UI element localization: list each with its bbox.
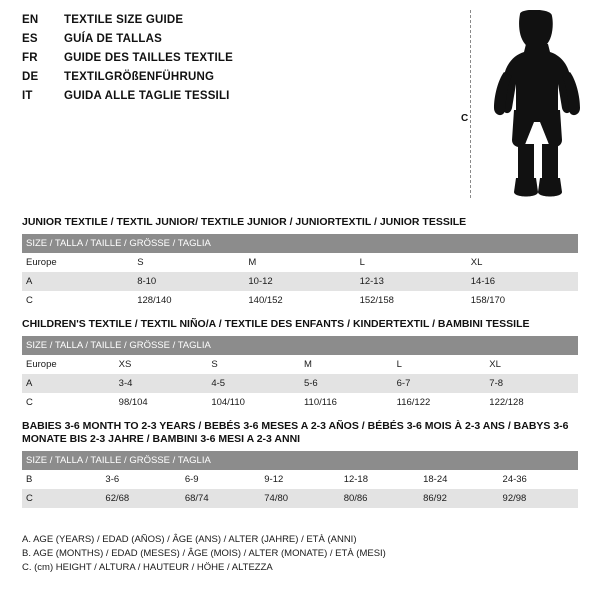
height-guide-line	[470, 10, 471, 198]
cell: 128/140	[133, 291, 244, 310]
cell: 3-6	[101, 470, 180, 489]
cell: 92/98	[499, 489, 578, 508]
table-row	[22, 489, 578, 508]
language-code: ES	[22, 33, 38, 45]
junior-size-table	[22, 234, 578, 310]
language-code: DE	[22, 71, 39, 83]
row-label: C	[22, 489, 101, 508]
cell: XL	[485, 355, 578, 374]
row-label: B	[22, 470, 101, 489]
row-label: A	[22, 272, 133, 291]
cell: 122/128	[485, 393, 578, 412]
language-row	[22, 90, 442, 107]
cell: 18-24	[419, 470, 498, 489]
cell: 7-8	[485, 374, 578, 393]
cell: 152/158	[356, 291, 467, 310]
cell: 9-12	[260, 470, 339, 489]
babies-size-table	[22, 451, 578, 508]
cell: 74/80	[260, 489, 339, 508]
table-row	[22, 272, 578, 291]
table-row	[22, 374, 578, 393]
cell: 140/152	[244, 291, 355, 310]
row-label: C	[22, 291, 133, 310]
cell: 6-7	[393, 374, 486, 393]
cell: S	[133, 253, 244, 272]
language-row	[22, 52, 442, 69]
cell: 104/110	[207, 393, 300, 412]
cell: 14-16	[467, 272, 578, 291]
cell: 62/68	[101, 489, 180, 508]
cell: XS	[115, 355, 208, 374]
section-junior	[22, 216, 578, 310]
language-title: GUIDA ALLE TAGLIE TESSILI	[64, 90, 230, 102]
table-row	[22, 253, 578, 272]
legend-line: C. (cm) HEIGHT / ALTURA / HAUTEUR / HÖHE / ALTEZZA	[22, 562, 273, 573]
cell: 10-12	[244, 272, 355, 291]
cell: XL	[467, 253, 578, 272]
cell: M	[300, 355, 393, 374]
section-title: JUNIOR TEXTILE / TEXTIL JUNIOR/ TEXTILE JUNIOR / JUNIORTEXTIL / JUNIOR TESSILE	[22, 216, 467, 228]
height-measure-label: C	[461, 113, 469, 124]
cell: S	[207, 355, 300, 374]
cell: 68/74	[181, 489, 260, 508]
cell: 8-10	[133, 272, 244, 291]
cell: 12-18	[340, 470, 419, 489]
table-header-row	[22, 336, 578, 355]
language-title: GUÍA DE TALLAS	[64, 33, 162, 45]
table-header-label: SIZE / TALLA / TAILLE / GRÖSSE / TAGLIA	[22, 234, 578, 253]
children-size-table	[22, 336, 578, 412]
cell: 24-36	[499, 470, 578, 489]
cell: 12-13	[356, 272, 467, 291]
section-babies	[22, 420, 578, 508]
section-children	[22, 318, 578, 412]
table-row	[22, 393, 578, 412]
language-title: GUIDE DES TAILLES TEXTILE	[64, 52, 233, 64]
language-row	[22, 14, 442, 31]
cell: 116/122	[393, 393, 486, 412]
language-row	[22, 33, 442, 50]
table-header-row	[22, 234, 578, 253]
row-label: Europe	[22, 253, 133, 272]
row-label: C	[22, 393, 115, 412]
language-code: IT	[22, 90, 33, 102]
section-title: BABIES 3-6 MONTH TO 2-3 YEARS / BEBÉS 3-6 MESES A 2-3 AÑOS / BÉBÉS 3-6 MOIS À 2-3 ANS / BABYS 3-6 MONATE BIS 2-3 JAHRE / BAMBINI 3-6 MESI A 2-3 ANNI	[22, 420, 569, 445]
table-row	[22, 355, 578, 374]
language-titles	[22, 14, 442, 109]
table-row	[22, 470, 578, 489]
language-row	[22, 71, 442, 88]
table-header-row	[22, 451, 578, 470]
legend-line: B. AGE (MONTHS) / EDAD (MESES) / ÂGE (MOIS) / ALTER (MONATE) / ETÀ (MESI)	[22, 548, 386, 559]
table-header-label: SIZE / TALLA / TAILLE / GRÖSSE / TAGLIA	[22, 336, 578, 355]
cell: M	[244, 253, 355, 272]
cell: 80/86	[340, 489, 419, 508]
toddler-silhouette-icon	[490, 10, 586, 200]
cell: L	[356, 253, 467, 272]
legend	[22, 533, 578, 575]
row-label: Europe	[22, 355, 115, 374]
language-title: TEXTILE SIZE GUIDE	[64, 14, 184, 26]
cell: 158/170	[467, 291, 578, 310]
cell: 6-9	[181, 470, 260, 489]
measurement-figure	[448, 8, 588, 203]
language-code: EN	[22, 14, 39, 26]
cell: 110/116	[300, 393, 393, 412]
legend-line: A. AGE (YEARS) / EDAD (AÑOS) / ÂGE (ANS) / ALTER (JAHRE) / ETÀ (ANNI)	[22, 534, 357, 545]
cell: 86/92	[419, 489, 498, 508]
cell: 4-5	[207, 374, 300, 393]
language-title: TEXTILGRÖßENFÜHRUNG	[64, 71, 215, 83]
section-title: CHILDREN'S TEXTILE / TEXTIL NIÑO/A / TEXTILE DES ENFANTS / KINDERTEXTIL / BAMBINI TESSILE	[22, 318, 530, 330]
table-row	[22, 291, 578, 310]
table-header-label: SIZE / TALLA / TAILLE / GRÖSSE / TAGLIA	[22, 451, 578, 470]
row-label: A	[22, 374, 115, 393]
language-code: FR	[22, 52, 38, 64]
cell: 3-4	[115, 374, 208, 393]
cell: 5-6	[300, 374, 393, 393]
cell: 98/104	[115, 393, 208, 412]
cell: L	[393, 355, 486, 374]
